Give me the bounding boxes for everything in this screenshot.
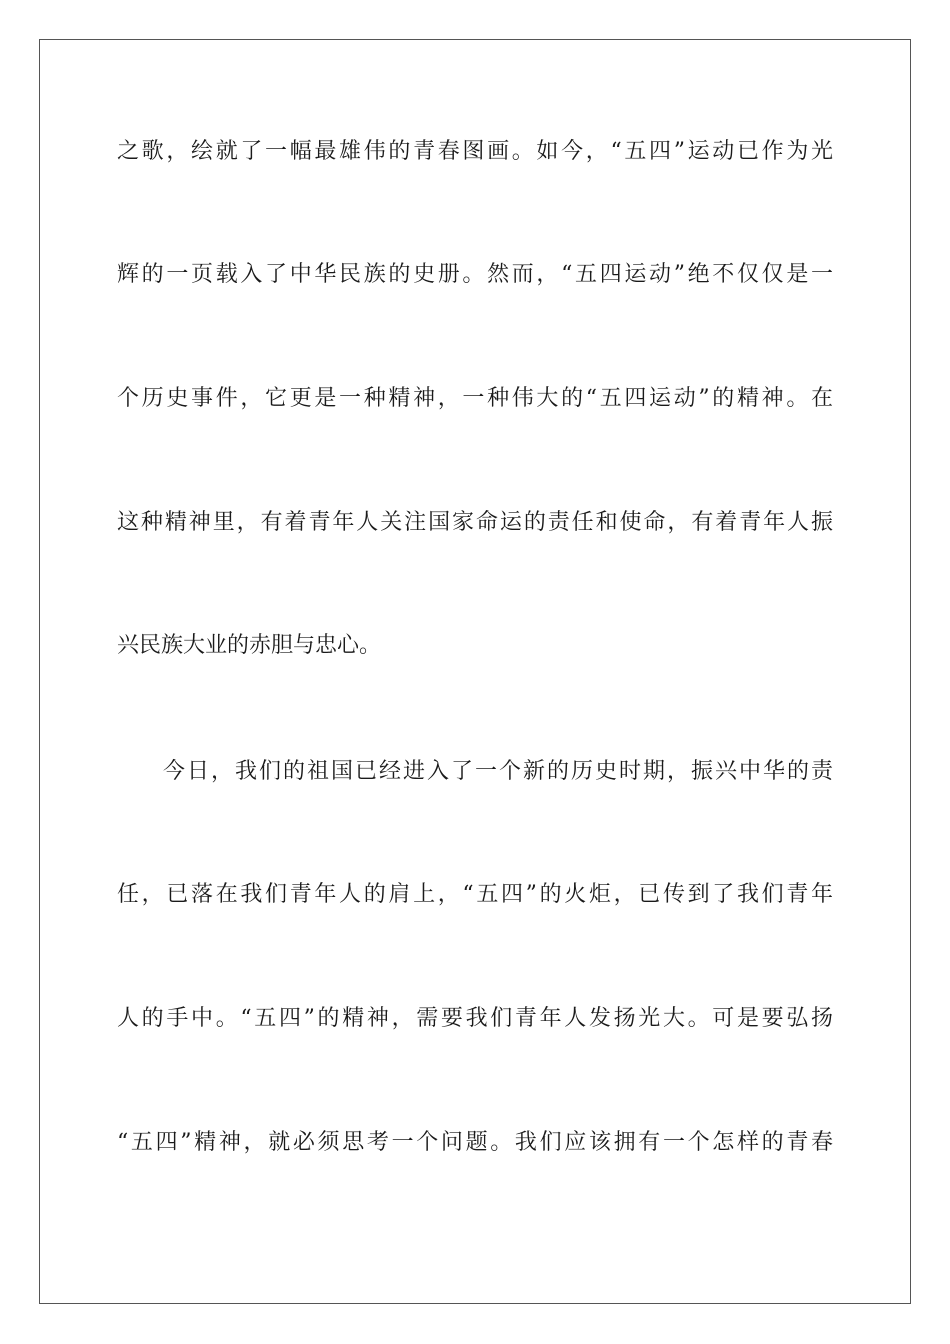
text-line: 辉的一页载入了中华民族的史册。然而，“五四运动”绝不仅仅是一	[117, 262, 833, 287]
page-border	[39, 39, 911, 1304]
text-line: 兴民族大业的赤胆与忠心。	[117, 633, 382, 658]
text-line: 任，已落在我们青年人的肩上，“五四”的火炬，已传到了我们青年	[117, 882, 833, 907]
text-line-paragraph-start: 今日，我们的祖国已经进入了一个新的历史时期，振兴中华的责	[163, 759, 833, 784]
text-line: 个历史事件，它更是一种精神，一种伟大的“五四运动”的精神。在	[117, 386, 833, 411]
text-line: 这种精神里，有着青年人关注国家命运的责任和使命，有着青年人振	[117, 510, 833, 535]
text-line: 人的手中。“五四”的精神，需要我们青年人发扬光大。可是要弘扬	[117, 1006, 833, 1031]
text-line: 之歌，绘就了一幅最雄伟的青春图画。如今，“五四”运动已作为光	[117, 139, 833, 164]
text-line: “五四”精神，就必须思考一个问题。我们应该拥有一个怎样的青春	[117, 1130, 833, 1155]
